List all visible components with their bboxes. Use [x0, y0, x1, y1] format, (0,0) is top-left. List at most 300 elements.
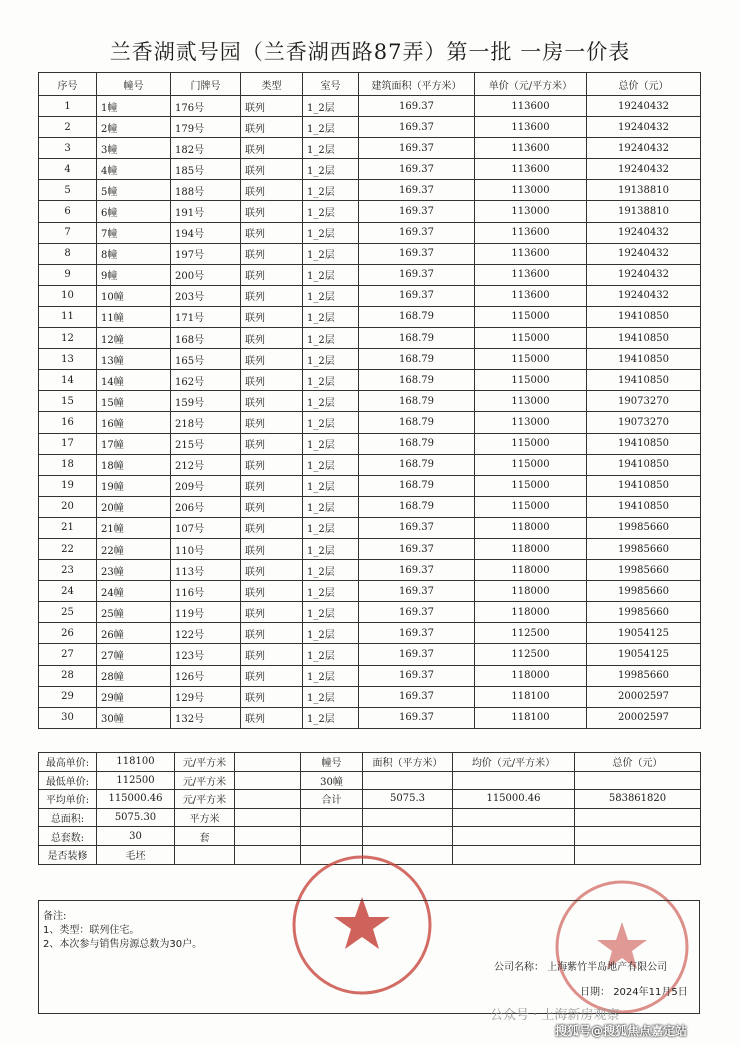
blank-cell [453, 845, 575, 864]
table-row [39, 475, 701, 496]
cell-type: 联列 [241, 665, 303, 686]
col-total-label: 总价（元） [575, 753, 701, 772]
price-table [38, 72, 701, 729]
cell-area: 169.37 [359, 602, 475, 623]
cell-door: 126号 [171, 665, 241, 686]
cell-area: 169.37 [359, 285, 475, 306]
table-row [39, 602, 701, 623]
cell-type: 联列 [241, 349, 303, 370]
table-row [39, 349, 701, 370]
blank-cell [235, 808, 301, 827]
blank-cell [235, 771, 301, 790]
company-label: 公司名称： [494, 962, 544, 973]
cell-area: 169.37 [359, 117, 475, 138]
blank-cell [363, 827, 453, 846]
cell-building: 7幢 [97, 222, 171, 243]
cell-room: 1_2层 [303, 243, 359, 264]
cell-room: 1_2层 [303, 370, 359, 391]
cell-door: 113号 [171, 560, 241, 581]
cell-door: 212号 [171, 454, 241, 475]
cell-seq: 19 [39, 475, 97, 496]
table-row [39, 517, 701, 538]
cell-building: 22幢 [97, 538, 171, 559]
cell-room: 1_2层 [303, 665, 359, 686]
table-row [39, 433, 701, 454]
cell-total-price: 19138810 [587, 201, 701, 222]
table-row [39, 96, 701, 117]
cell-unit-price: 113600 [475, 264, 587, 285]
cell-room: 1_2层 [303, 391, 359, 412]
cell-unit-price: 118100 [475, 707, 587, 728]
cell-building: 4幢 [97, 159, 171, 180]
table-row [39, 644, 701, 665]
watermark-wechat: 公众号 · 上海新房观察 [490, 1008, 620, 1023]
min-price-unit: 元/平方米 [175, 771, 235, 790]
cell-area: 168.79 [359, 306, 475, 327]
cell-building: 13幢 [97, 349, 171, 370]
blank-cell [575, 845, 701, 864]
cell-type: 联列 [241, 412, 303, 433]
cell-room: 1_2层 [303, 117, 359, 138]
table-row [39, 581, 701, 602]
company-line [494, 958, 667, 973]
cell-door: 159号 [171, 391, 241, 412]
cell-total-price: 19240432 [587, 222, 701, 243]
header-seq: 序号 [39, 73, 97, 96]
cell-seq: 15 [39, 391, 97, 412]
cell-room: 1_2层 [303, 454, 359, 475]
col-building-label: 幢号 [301, 753, 363, 772]
cell-total-price: 20002597 [587, 686, 701, 707]
cell-seq: 5 [39, 180, 97, 201]
cell-seq: 30 [39, 707, 97, 728]
avg-price-unit: 元/平方米 [175, 790, 235, 809]
cell-door: 107号 [171, 517, 241, 538]
blank-cell [453, 808, 575, 827]
cell-area: 168.79 [359, 496, 475, 517]
cell-building: 25幢 [97, 602, 171, 623]
cell-unit-price: 112500 [475, 644, 587, 665]
cell-door: 116号 [171, 581, 241, 602]
table-row [39, 264, 701, 285]
cell-building: 29幢 [97, 686, 171, 707]
cell-type: 联列 [241, 96, 303, 117]
cell-building: 16幢 [97, 412, 171, 433]
cell-door: 132号 [171, 707, 241, 728]
total-units-value: 30 [97, 827, 175, 846]
cell-area: 169.37 [359, 96, 475, 117]
table-row [39, 665, 701, 686]
summary-row-avg [39, 790, 701, 809]
cell-area: 169.37 [359, 264, 475, 285]
blank-cell [363, 808, 453, 827]
blank-cell [301, 827, 363, 846]
cell-total-price: 19240432 [587, 117, 701, 138]
cell-unit-price: 115000 [475, 306, 587, 327]
cell-unit-price: 113600 [475, 138, 587, 159]
cell-seq: 17 [39, 433, 97, 454]
cell-unit-price: 115000 [475, 433, 587, 454]
cell-type: 联列 [241, 644, 303, 665]
cell-door: 188号 [171, 180, 241, 201]
cell-seq: 25 [39, 602, 97, 623]
cell-area: 169.37 [359, 538, 475, 559]
cell-area: 169.37 [359, 560, 475, 581]
summary-row-max [39, 753, 701, 772]
cell-room: 1_2层 [303, 328, 359, 349]
header-room: 室号 [303, 73, 359, 96]
date-value: 2024年11月5日 [613, 987, 688, 998]
cell-seq: 6 [39, 201, 97, 222]
blank-cell [175, 845, 235, 864]
decoration-label: 是否装修 [39, 845, 97, 864]
cell-type: 联列 [241, 222, 303, 243]
cell-room: 1_2层 [303, 138, 359, 159]
cell-total-price: 19410850 [587, 433, 701, 454]
cell-area: 169.37 [359, 222, 475, 243]
cell-seq: 3 [39, 138, 97, 159]
cell-area: 168.79 [359, 391, 475, 412]
cell-total-price: 19054125 [587, 644, 701, 665]
cell-area: 169.37 [359, 517, 475, 538]
header-door: 门牌号 [171, 73, 241, 96]
cell-total-price: 19240432 [587, 243, 701, 264]
cell-door: 191号 [171, 201, 241, 222]
total-units-label: 总套数: [39, 827, 97, 846]
header-area: 建筑面积（平方米） [359, 73, 475, 96]
cell-total-price: 19240432 [587, 138, 701, 159]
cell-room: 1_2层 [303, 560, 359, 581]
table-row [39, 454, 701, 475]
cell-area: 169.37 [359, 243, 475, 264]
cell-total-price: 19240432 [587, 159, 701, 180]
cell-door: 200号 [171, 264, 241, 285]
cell-type: 联列 [241, 581, 303, 602]
cell-area: 169.37 [359, 581, 475, 602]
cell-door: 218号 [171, 412, 241, 433]
cell-seq: 29 [39, 686, 97, 707]
cell-unit-price: 118000 [475, 560, 587, 581]
cell-unit-price: 113000 [475, 391, 587, 412]
cell-unit-price: 113600 [475, 159, 587, 180]
cell-type: 联列 [241, 285, 303, 306]
cell-door: 197号 [171, 243, 241, 264]
sum-avg: 115000.46 [453, 790, 575, 809]
cell-unit-price: 113600 [475, 117, 587, 138]
notes-line-1: 1、类型：联列住宅。 [43, 925, 140, 936]
table-row [39, 370, 701, 391]
cell-seq: 27 [39, 644, 97, 665]
cell-seq: 28 [39, 665, 97, 686]
cell-building: 23幢 [97, 560, 171, 581]
cell-area: 169.37 [359, 180, 475, 201]
cell-total-price: 19410850 [587, 306, 701, 327]
cell-room: 1_2层 [303, 517, 359, 538]
cell-total-price: 19410850 [587, 454, 701, 475]
cell-area: 169.37 [359, 707, 475, 728]
table-row [39, 306, 701, 327]
cell-type: 联列 [241, 391, 303, 412]
cell-unit-price: 115000 [475, 349, 587, 370]
cell-total-price: 19985660 [587, 665, 701, 686]
cell-room: 1_2层 [303, 686, 359, 707]
cell-door: 110号 [171, 538, 241, 559]
cell-type: 联列 [241, 496, 303, 517]
cell-door: 206号 [171, 496, 241, 517]
total-units-unit: 套 [175, 827, 235, 846]
cell-total-price: 19073270 [587, 391, 701, 412]
table-row [39, 138, 701, 159]
cell-door: 182号 [171, 138, 241, 159]
cell-seq: 23 [39, 560, 97, 581]
cell-room: 1_2层 [303, 707, 359, 728]
sum-total: 583861820 [575, 790, 701, 809]
date-line [580, 983, 688, 998]
cell-total-price: 19985660 [587, 581, 701, 602]
cell-area: 168.79 [359, 454, 475, 475]
table-row [39, 159, 701, 180]
cell-total-price: 19410850 [587, 475, 701, 496]
cell-room: 1_2层 [303, 222, 359, 243]
col-avg-label: 均价（元/平方米） [453, 753, 575, 772]
notes-line-2: 2、本次参与销售房源总数为30户。 [43, 939, 203, 950]
cell-type: 联列 [241, 560, 303, 581]
cell-area: 169.37 [359, 201, 475, 222]
cell-unit-price: 113600 [475, 285, 587, 306]
cell-door: 203号 [171, 285, 241, 306]
cell-seq: 21 [39, 517, 97, 538]
watermark-sohu: 搜狐号@搜狐焦点嘉定站 [555, 1024, 688, 1038]
cell-total-price: 19985660 [587, 517, 701, 538]
cell-building: 5幢 [97, 180, 171, 201]
cell-seq: 24 [39, 581, 97, 602]
cell-type: 联列 [241, 243, 303, 264]
cell-unit-price: 115000 [475, 496, 587, 517]
cell-seq: 26 [39, 623, 97, 644]
table-row [39, 391, 701, 412]
cell-area: 168.79 [359, 412, 475, 433]
cell-unit-price: 113000 [475, 180, 587, 201]
cell-room: 1_2层 [303, 285, 359, 306]
cell-unit-price: 113600 [475, 222, 587, 243]
max-price-value: 118100 [97, 753, 175, 772]
cell-room: 1_2层 [303, 159, 359, 180]
cell-unit-price: 118000 [475, 581, 587, 602]
summary-row-units [39, 827, 701, 846]
cell-unit-price: 118000 [475, 665, 587, 686]
cell-type: 联列 [241, 517, 303, 538]
cell-room: 1_2层 [303, 496, 359, 517]
cell-area: 168.79 [359, 328, 475, 349]
header-total-price: 总价（元） [587, 73, 701, 96]
table-row [39, 686, 701, 707]
cell-unit-price: 112500 [475, 623, 587, 644]
blank-cell [575, 771, 701, 790]
decoration-value: 毛坯 [97, 845, 175, 864]
cell-unit-price: 115000 [475, 454, 587, 475]
cell-seq: 8 [39, 243, 97, 264]
cell-building: 10幢 [97, 285, 171, 306]
cell-seq: 18 [39, 454, 97, 475]
blank-cell [453, 827, 575, 846]
cell-unit-price: 113600 [475, 243, 587, 264]
cell-type: 联列 [241, 306, 303, 327]
cell-building: 21幢 [97, 517, 171, 538]
cell-unit-price: 118000 [475, 602, 587, 623]
cell-type: 联列 [241, 538, 303, 559]
cell-area: 168.79 [359, 349, 475, 370]
blank-cell [235, 753, 301, 772]
summary-row-min [39, 771, 701, 790]
cell-room: 1_2层 [303, 538, 359, 559]
header-unit-price: 单价（元/平方米） [475, 73, 587, 96]
cell-total-price: 19985660 [587, 560, 701, 581]
cell-total-price: 19410850 [587, 349, 701, 370]
cell-unit-price: 113000 [475, 412, 587, 433]
summary-row-area [39, 808, 701, 827]
blank-cell [575, 827, 701, 846]
cell-room: 1_2层 [303, 201, 359, 222]
cell-door: 171号 [171, 306, 241, 327]
cell-building: 6幢 [97, 201, 171, 222]
sum-label: 合计 [301, 790, 363, 809]
cell-door: 168号 [171, 328, 241, 349]
cell-unit-price: 113600 [475, 96, 587, 117]
cell-building: 3幢 [97, 138, 171, 159]
cell-door: 123号 [171, 644, 241, 665]
cell-area: 169.37 [359, 686, 475, 707]
cell-type: 联列 [241, 370, 303, 391]
cell-area: 168.79 [359, 475, 475, 496]
blank-cell [363, 771, 453, 790]
cell-unit-price: 115000 [475, 475, 587, 496]
cell-door: 209号 [171, 475, 241, 496]
cell-seq: 9 [39, 264, 97, 285]
cell-unit-price: 115000 [475, 370, 587, 391]
cell-total-price: 20002597 [587, 707, 701, 728]
cell-total-price: 19240432 [587, 264, 701, 285]
cell-type: 联列 [241, 686, 303, 707]
cell-type: 联列 [241, 433, 303, 454]
cell-room: 1_2层 [303, 581, 359, 602]
cell-building: 20幢 [97, 496, 171, 517]
cell-room: 1_2层 [303, 306, 359, 327]
cell-seq: 13 [39, 349, 97, 370]
blank-cell [301, 808, 363, 827]
cell-building: 24幢 [97, 581, 171, 602]
cell-type: 联列 [241, 138, 303, 159]
table-row [39, 117, 701, 138]
page-title: 兰香湖贰号园（兰香湖西路87弄）第一批 一房一价表 [109, 40, 631, 64]
cell-seq: 10 [39, 285, 97, 306]
cell-area: 169.37 [359, 138, 475, 159]
cell-total-price: 19240432 [587, 285, 701, 306]
cell-building: 19幢 [97, 475, 171, 496]
min-price-value: 112500 [97, 771, 175, 790]
cell-total-price: 19054125 [587, 623, 701, 644]
max-price-unit: 元/平方米 [175, 753, 235, 772]
cell-total-price: 19410850 [587, 496, 701, 517]
sum-area: 5075.3 [363, 790, 453, 809]
cell-total-price: 19240432 [587, 96, 701, 117]
cell-seq: 2 [39, 117, 97, 138]
cell-type: 联列 [241, 602, 303, 623]
cell-building: 12幢 [97, 328, 171, 349]
table-row [39, 412, 701, 433]
cell-building: 1幢 [97, 96, 171, 117]
cell-building: 17幢 [97, 433, 171, 454]
cell-door: 122号 [171, 623, 241, 644]
cell-door: 179号 [171, 117, 241, 138]
max-price-label: 最高单价: [39, 753, 97, 772]
cell-area: 169.37 [359, 623, 475, 644]
cell-total-price: 19410850 [587, 328, 701, 349]
cell-unit-price: 118100 [475, 686, 587, 707]
table-row [39, 222, 701, 243]
table-row [39, 180, 701, 201]
cell-building: 11幢 [97, 306, 171, 327]
cell-door: 194号 [171, 222, 241, 243]
cell-door: 176号 [171, 96, 241, 117]
table-header-row [39, 73, 701, 96]
cell-total-price: 19985660 [587, 602, 701, 623]
cell-building: 18幢 [97, 454, 171, 475]
cell-seq: 7 [39, 222, 97, 243]
cell-seq: 14 [39, 370, 97, 391]
table-row [39, 560, 701, 581]
cell-room: 1_2层 [303, 264, 359, 285]
cell-unit-price: 118000 [475, 538, 587, 559]
cell-seq: 12 [39, 328, 97, 349]
cell-seq: 22 [39, 538, 97, 559]
cell-total-price: 19138810 [587, 180, 701, 201]
table-row [39, 201, 701, 222]
cell-room: 1_2层 [303, 644, 359, 665]
table-row [39, 285, 701, 306]
table-row [39, 243, 701, 264]
total-area-label: 总面积: [39, 808, 97, 827]
date-label: 日期： [580, 987, 610, 998]
table-row [39, 328, 701, 349]
cell-type: 联列 [241, 117, 303, 138]
avg-price-value: 115000.46 [97, 790, 175, 809]
cell-room: 1_2层 [303, 602, 359, 623]
cell-type: 联列 [241, 264, 303, 285]
cell-building: 15幢 [97, 391, 171, 412]
avg-price-label: 平均单价: [39, 790, 97, 809]
total-area-value: 5075.30 [97, 808, 175, 827]
cell-type: 联列 [241, 707, 303, 728]
table-row [39, 707, 701, 728]
cell-total-price: 19410850 [587, 370, 701, 391]
cell-building: 8幢 [97, 243, 171, 264]
cell-building: 14幢 [97, 370, 171, 391]
cell-seq: 1 [39, 96, 97, 117]
cell-type: 联列 [241, 623, 303, 644]
blank-cell [235, 790, 301, 809]
cell-door: 165号 [171, 349, 241, 370]
col-area-label: 面积（平方米） [363, 753, 453, 772]
cell-room: 1_2层 [303, 433, 359, 454]
table-row [39, 623, 701, 644]
cell-door: 119号 [171, 602, 241, 623]
cell-building: 27幢 [97, 644, 171, 665]
cell-area: 168.79 [359, 433, 475, 454]
cell-building: 2幢 [97, 117, 171, 138]
cell-type: 联列 [241, 475, 303, 496]
cell-building: 9幢 [97, 264, 171, 285]
table-row [39, 538, 701, 559]
